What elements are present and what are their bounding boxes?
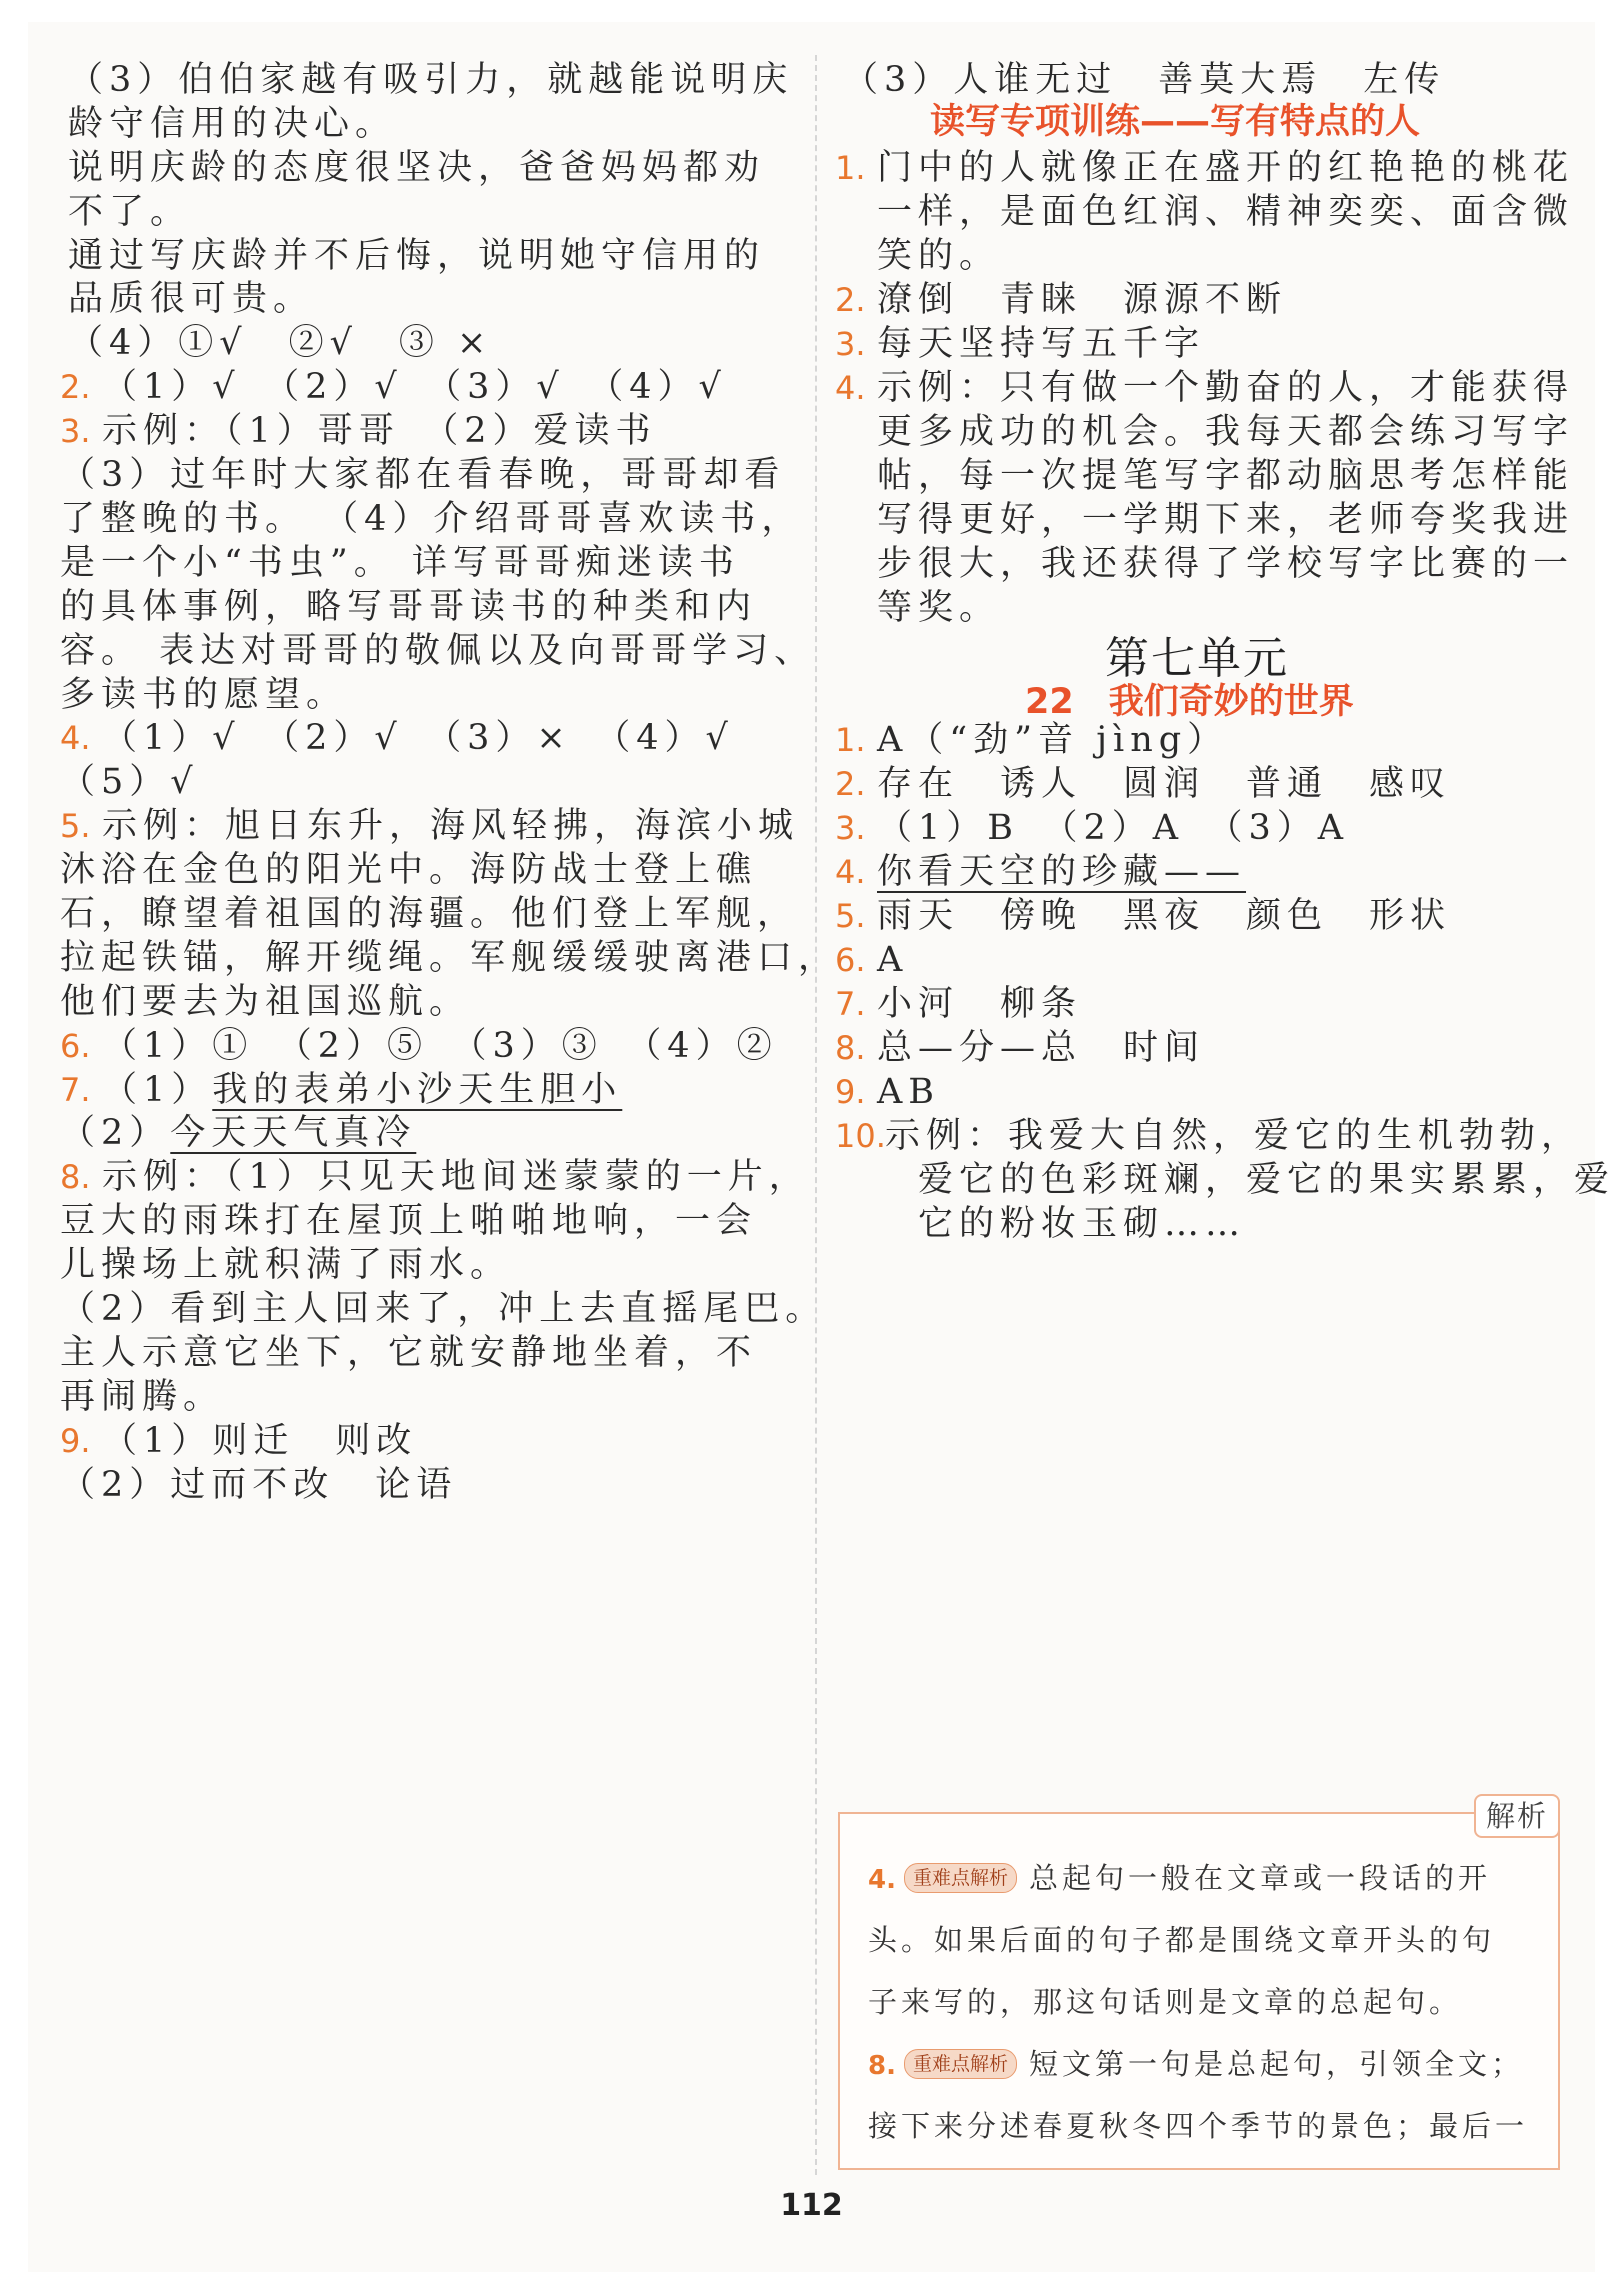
- answer-line: [835, 143, 1574, 193]
- answer-line: [835, 891, 1451, 941]
- answer-line: [60, 757, 199, 807]
- answer-text: （2）过而不改 论语: [60, 1464, 458, 1505]
- answer-line: [68, 143, 765, 193]
- answer-line: [60, 977, 470, 1027]
- answer-text: （1）√ （2）√ （3）√ （4）√: [102, 367, 727, 408]
- answer-line: [835, 759, 1451, 809]
- analysis-line: [868, 1980, 1462, 2024]
- answer-line: [68, 318, 492, 368]
- answer-text: 容。 表达对哥哥的敬佩以及向哥哥学习、: [60, 630, 816, 671]
- answer-text: 儿操场上就积满了雨水。: [60, 1245, 512, 1286]
- answer-text: 帖，每一次提笔写字都动脑思考怎样能: [877, 456, 1575, 496]
- answer-text: 等奖。: [877, 588, 1001, 628]
- lesson-title: 22 我们奇妙的世界: [1025, 682, 1354, 722]
- answer-line: [835, 847, 1246, 897]
- answer-text: （4）①√ ②√ ③ ×: [68, 323, 493, 364]
- question-number: 10.: [835, 1117, 886, 1155]
- answer-text: （1）B （2）A （3）A: [877, 808, 1350, 848]
- answer-line: [60, 1065, 622, 1115]
- key-point-badge: 重难点解析: [904, 2049, 1017, 2079]
- answer-text: 爱它的色彩斑斓，爱它的果实累累，爱: [877, 1160, 1616, 1200]
- answer-text: 主人示意它坐下，它就安静地坐着，不: [60, 1332, 758, 1373]
- answer-line: [60, 1196, 757, 1246]
- question-number: 3.: [835, 325, 866, 363]
- underlined-answer: 你看天空的珍藏——: [877, 852, 1247, 892]
- question-number: 1.: [835, 149, 866, 187]
- question-number: 6.: [60, 1026, 91, 1065]
- answer-line: [68, 55, 793, 105]
- answer-line: [60, 1372, 224, 1422]
- answer-text: （2）看到主人回来了，冲上去直摇尾巴。: [60, 1289, 827, 1330]
- analysis-number: 4.: [868, 1865, 896, 1895]
- answer-line: [835, 363, 1574, 413]
- question-number: 5.: [60, 807, 91, 846]
- answer-line: [60, 1416, 417, 1466]
- answer-line: [60, 1284, 826, 1334]
- question-number: 3.: [60, 412, 91, 451]
- answer-text: 存在 诱人 圆润 普通 感叹: [877, 764, 1452, 804]
- answer-text: 潦倒 青睐 源源不断: [877, 280, 1288, 320]
- answer-text: 豆大的雨珠打在屋顶上啪啪地响，一会: [60, 1201, 758, 1242]
- answer-line: [835, 1067, 940, 1117]
- answer-line: [835, 319, 1205, 369]
- question-number: 3.: [835, 809, 866, 847]
- answer-text: 了整晚的书。 （4）介绍哥哥喜欢读书，: [60, 498, 803, 539]
- answer-text: （2）: [60, 1113, 171, 1154]
- analysis-number: 8.: [868, 2051, 896, 2081]
- analysis-box: [838, 1799, 1560, 2170]
- answer-text: 的具体事例，略写哥哥读书的种类和内: [60, 586, 758, 627]
- answer-text: 说明庆龄的态度很坚决，爸爸妈妈都劝: [68, 147, 766, 188]
- question-number: 4.: [60, 719, 91, 758]
- analysis-text: 子来写的，那这句话则是文章的总起句。: [868, 1985, 1463, 2019]
- answer-line: [60, 845, 757, 895]
- answer-text: 更多成功的机会。我每天都会练习写字: [877, 412, 1575, 452]
- answer-text: 再闹腾。: [60, 1376, 225, 1417]
- answer-text: （1）: [102, 1069, 213, 1110]
- question-number: 4.: [835, 369, 866, 407]
- unit-title: 第七单元: [1105, 633, 1289, 684]
- question-number: 9.: [60, 1421, 91, 1460]
- answer-text: （3）人谁无过 善莫大焉 左传: [843, 60, 1446, 100]
- answer-text: 拉起铁锚，解开缆绳。军舰缓缓驶离港口，: [60, 937, 840, 978]
- answer-line: [835, 275, 1287, 325]
- answer-line: [877, 231, 1000, 281]
- answer-line: [877, 539, 1574, 589]
- answer-line: [60, 1152, 810, 1202]
- question-number: 4.: [835, 853, 866, 891]
- answer-line: [835, 1023, 1205, 1073]
- answer-line: [835, 803, 1349, 853]
- key-point-badge: 重难点解析: [904, 1863, 1017, 1893]
- analysis-line: [868, 2104, 1528, 2148]
- question-number: 2.: [835, 765, 866, 803]
- answer-text: A: [877, 940, 909, 980]
- answer-text: 石，瞭望着祖国的海疆。他们登上军舰，: [60, 893, 799, 934]
- answer-text: （1）√ （2）√ （3）× （4）√: [102, 718, 734, 759]
- answer-line: [877, 1155, 1615, 1205]
- section-title: 读写专项训练——写有特点的人: [930, 102, 1421, 142]
- question-number: 2.: [835, 281, 866, 319]
- answer-line: [835, 935, 908, 985]
- analysis-line: [868, 1918, 1495, 1962]
- question-number: 9.: [835, 1073, 866, 1111]
- analysis-line: [868, 2042, 1524, 2088]
- answer-text: （5）√: [60, 762, 199, 803]
- answer-text: 示例：只有做一个勤奋的人，才能获得: [877, 368, 1575, 408]
- question-number: 5.: [835, 897, 866, 935]
- answer-line: [835, 715, 1228, 765]
- page-number: 112: [780, 2188, 843, 2223]
- answer-line: [60, 362, 727, 412]
- answer-line: [60, 801, 799, 851]
- answer-line: [60, 670, 347, 720]
- answer-text: 步很大，我还获得了学校写字比赛的一: [877, 544, 1575, 584]
- answer-line: [60, 538, 740, 588]
- analysis-tag: 解析: [1474, 1794, 1560, 1838]
- answer-text: 多读书的愿望。: [60, 674, 348, 715]
- question-number: 7.: [60, 1070, 91, 1109]
- answer-text: 示例：（1）哥哥 （2）爱读书: [102, 411, 657, 452]
- answer-line: [877, 187, 1574, 237]
- answer-line: [68, 99, 396, 149]
- answer-line: [60, 1240, 511, 1290]
- answer-text: 雨天 傍晚 黑夜 颜色 形状: [877, 896, 1452, 936]
- answer-text: 示例：我爱大自然，爱它的生机勃勃，: [885, 1116, 1583, 1156]
- answer-text: 每天坚持写五千字: [877, 324, 1206, 364]
- answer-line: [877, 495, 1574, 545]
- answer-line: [835, 1111, 1582, 1161]
- question-number: 8.: [60, 1158, 91, 1197]
- column-divider: [815, 55, 817, 2175]
- answer-text: （3）伯伯家越有吸引力，就越能说明庆: [68, 60, 794, 100]
- answer-line: [60, 933, 839, 983]
- answer-text: 写得更好，一学期下来，老师夸奖我进: [877, 500, 1575, 540]
- answer-line: [60, 494, 802, 544]
- answer-line: [60, 889, 798, 939]
- question-number: 6.: [835, 941, 866, 979]
- answer-text: 通过写庆龄并不后悔，说明她守信用的: [68, 235, 766, 276]
- answer-line: [68, 274, 314, 324]
- analysis-line: [868, 1856, 1491, 1902]
- answer-line: [68, 187, 191, 237]
- answer-line: [60, 1108, 416, 1158]
- question-number: 7.: [835, 985, 866, 1023]
- answer-text: 示例：（1）只见天地间迷蒙蒙的一片，: [102, 1157, 810, 1198]
- answer-text: 门中的人就像正在盛开的红艳艳的桃花: [877, 148, 1575, 188]
- question-number: 2.: [60, 368, 91, 407]
- analysis-text: 头。如果后面的句子都是围绕文章开头的句: [868, 1923, 1496, 1957]
- answer-text: 总—分—总 时间: [877, 1028, 1206, 1068]
- answer-line: [60, 406, 657, 456]
- answer-text: （1）则迁 则改: [102, 1420, 418, 1461]
- answer-text: 沐浴在金色的阳光中。海防战士登上礁: [60, 850, 758, 891]
- answer-text: 笑的。: [877, 236, 1001, 276]
- answer-text: 不了。: [68, 191, 192, 232]
- answer-text: 小河 柳条: [877, 984, 1083, 1024]
- answer-text: 它的粉妆玉砌……: [877, 1204, 1247, 1244]
- answer-line: [877, 451, 1574, 501]
- question-number: 1.: [835, 721, 866, 759]
- answer-text: A（“劲”音 jìng）: [877, 720, 1229, 760]
- answer-text: 示例：旭日东升，海风轻拂，海滨小城: [102, 806, 800, 847]
- answer-line: [60, 1328, 757, 1378]
- answer-line: [60, 582, 757, 632]
- answer-line: [60, 713, 734, 763]
- answer-text: 品质很可贵。: [68, 279, 315, 320]
- answer-text: 一样，是面色红润、精神奕奕、面含微: [877, 192, 1575, 232]
- answer-line: [877, 407, 1574, 457]
- answer-line: [835, 979, 1082, 1029]
- answer-text: 是一个小“书虫”。 详写哥哥痴迷读书: [60, 542, 740, 583]
- answer-text: AB: [877, 1072, 940, 1112]
- question-number: 8.: [835, 1029, 866, 1067]
- answer-line: [877, 1199, 1246, 1249]
- answer-line: [60, 1021, 778, 1071]
- answer-line: [877, 583, 1000, 633]
- analysis-text: 短文第一句是总起句，引领全文；: [1028, 2047, 1524, 2081]
- answer-text: （1）① （2）⑤ （3）③ （4）②: [102, 1025, 778, 1066]
- answer-text: 龄守信用的决心。: [68, 103, 397, 144]
- answer-line: [60, 626, 815, 676]
- answer-text: （3）过年时大家都在看春晚，哥哥却看: [60, 455, 786, 496]
- answer-line: [68, 231, 765, 281]
- underlined-answer: 我的表弟小沙天生胆小: [212, 1069, 623, 1110]
- analysis-text: 接下来分述春夏秋冬四个季节的景色；最后一: [868, 2109, 1529, 2143]
- analysis-text: 总起句一般在文章或一段话的开: [1028, 1861, 1491, 1895]
- answer-text: 他们要去为祖国巡航。: [60, 981, 471, 1022]
- answer-line: [60, 450, 785, 500]
- answer-line: [60, 1460, 457, 1510]
- underlined-answer: 今天天气真冷: [170, 1113, 417, 1154]
